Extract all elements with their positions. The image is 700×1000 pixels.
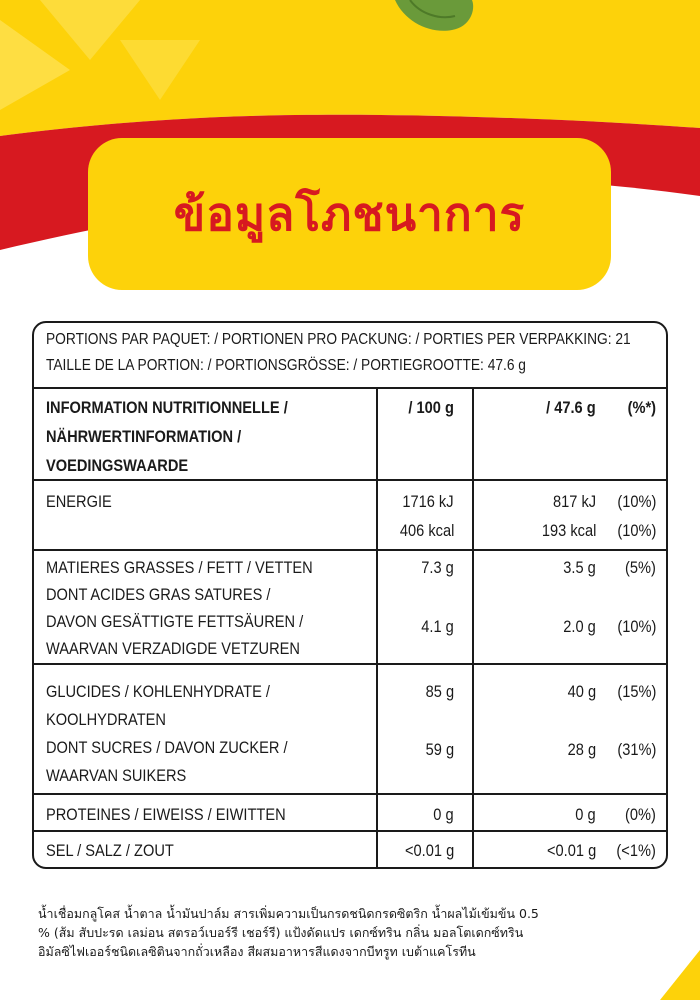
sugars-portion: 28 g [567,740,596,759]
servings-per-pack: PORTIONS PAR PAQUET: / PORTIONEN PRO PACKUNG: / PORTIES PER VERPAKKING: 21 [46,331,631,348]
page-title: ข้อมูลโภชนาการ [173,186,526,241]
row-label-salt: SEL / SALZ / ZOUT [46,841,174,860]
saturates-per100: 4.1 g [421,617,454,636]
carbs-per100: 85 g [425,682,454,701]
column-per100: / 100 g [408,398,454,417]
energy-kj-per100: 1716 kJ [402,492,454,511]
ingredients-text [38,904,668,961]
row-label-carbs-1: GLUCIDES / KOHLENHYDRATE / [46,682,270,701]
row-label-sugars-1: DONT SUCRES / DAVON ZUCKER / [46,738,288,757]
salt-pct: (<1%) [616,841,656,860]
ingredients-line: น้ำเชื่อมกลูโคส น้ำตาล น้ำมันปาล์ม สารเพิ่มความเป็นกรดชนิดกรดซิตริก น้ำผลไม้เข้มข้น 0.5 [38,906,539,921]
column-divider [376,387,378,867]
row-label-saturates-2: DAVON GESÄTTIGTE FETTSÄUREN / [46,612,304,631]
title-box [88,138,611,290]
row-label-protein: PROTEINES / EIWEISS / EIWITTEN [46,805,286,824]
energy-kcal-pct: (10%) [616,521,656,540]
carbs-pct: (15%) [616,682,656,701]
salt-per100: <0.01 g [404,841,454,860]
corner-decoration [660,950,700,1000]
row-label-saturates-1: DONT ACIDES GRAS SATURES / [46,585,271,604]
protein-per100: 0 g [433,805,454,824]
divider [34,387,666,389]
energy-kj-portion: 817 kJ [552,492,596,511]
row-label-saturates-3: WAARVAN VERZADIGDE VETZUREN [46,639,300,658]
sugars-per100: 59 g [425,740,454,759]
nutrition-table [32,321,668,869]
divider [34,663,666,665]
column-divider [472,387,474,867]
column-label-3: VOEDINGSWAARDE [46,456,189,475]
fat-per100: 7.3 g [421,558,454,577]
row-label-sugars-2: WAARVAN SUIKERS [46,766,187,785]
divider [34,830,666,832]
column-per-portion: / 47.6 g [546,398,596,417]
energy-kcal-per100: 406 kcal [399,521,454,540]
ingredients-line: อิมัลซิไฟเออร์ชนิดเลซิตินจากถั่วเหลือง สีผสมอาหารสีแดงจากบีทรูท เบต้าแคโรทีน [38,944,476,959]
divider [34,549,666,551]
row-label-energy: ENERGIE [46,492,112,511]
divider [34,793,666,795]
column-pct: (%*) [627,398,656,417]
carbs-portion: 40 g [567,682,596,701]
saturates-portion: 2.0 g [563,617,596,636]
sugars-pct: (31%) [616,740,656,759]
ingredients-line: % (ส้ม สับปะรด เลม่อน สตรอว์เบอร์รี เชอร์รี) แป้งดัดแปร เดกซ์ทริน กลิ่น มอลโตเดกซ์ทริน [38,925,524,940]
fat-pct: (5%) [625,558,656,577]
saturates-pct: (10%) [616,617,656,636]
protein-pct: (0%) [625,805,656,824]
protein-portion: 0 g [575,805,596,824]
row-label-fat: MATIERES GRASSES / FETT / VETTEN [46,558,313,577]
column-label-1: INFORMATION NUTRITIONNELLE / [46,398,288,417]
energy-kj-pct: (10%) [616,492,656,511]
row-label-carbs-2: KOOLHYDRATEN [46,710,166,729]
column-label-2: NÄHRWERTINFORMATION / [46,427,242,446]
salt-portion: <0.01 g [546,841,596,860]
fat-portion: 3.5 g [563,558,596,577]
serving-size: TAILLE DE LA PORTION: / PORTIONSGRÖSSE: / PORTIEGROOTTE: 47.6 g [46,357,526,374]
energy-kcal-portion: 193 kcal [541,521,596,540]
